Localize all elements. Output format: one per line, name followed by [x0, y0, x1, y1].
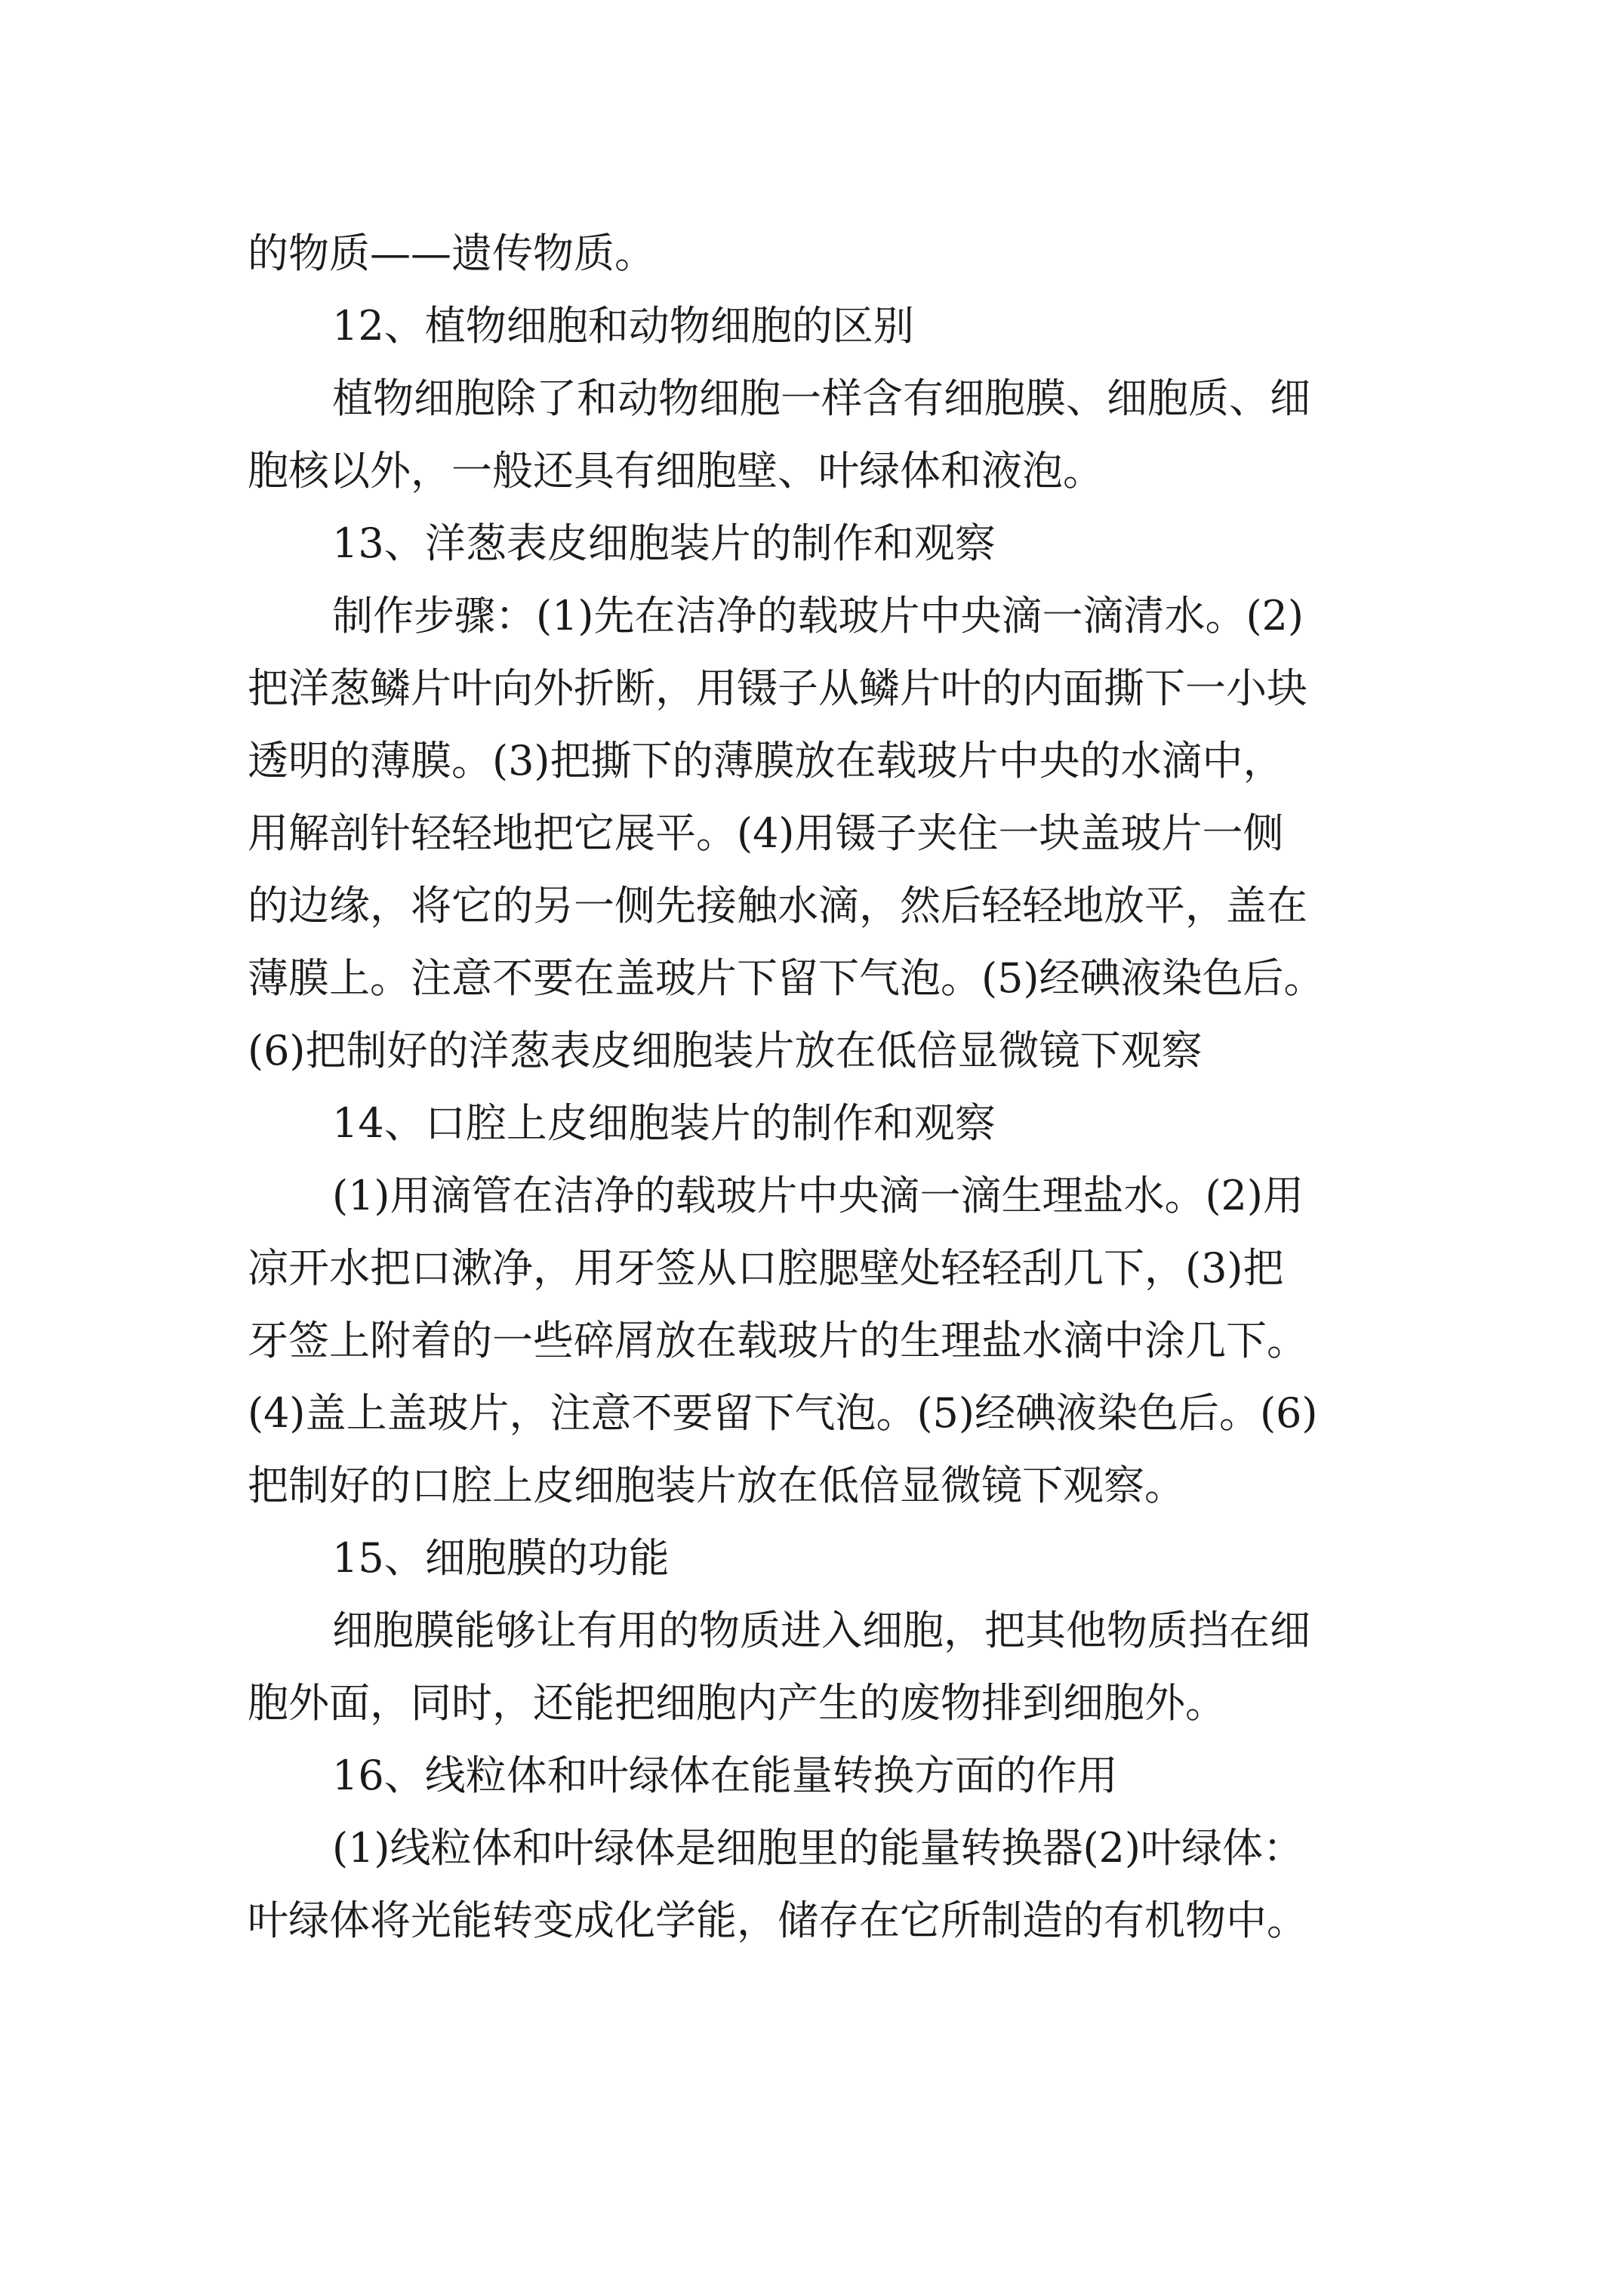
text-line: 叶绿体将光能转变成化学能，储存在它所制造的有机物中。: [248, 1897, 1307, 1944]
text-line: 薄膜上。注意不要在盖玻片下留下气泡。(5)经碘液染色后。: [248, 954, 1325, 1002]
text-line: 牙签上附着的一些碎屑放在载玻片的生理盐水滴中涂几下。: [248, 1317, 1307, 1364]
text-line: (4)盖上盖玻片，注意不要留下气泡。(5)经碘液染色后。(6): [248, 1389, 1318, 1437]
text-line: 植物细胞除了和动物细胞一样含有细胞膜、细胞质、细: [332, 374, 1310, 422]
text-line: 凉开水把口漱净，用牙签从口腔腮壁处轻轻刮几下，(3)把: [248, 1244, 1284, 1292]
section-heading-16: 16、线粒体和叶绿体在能量转换方面的作用: [332, 1752, 1118, 1799]
text-line: 把洋葱鳞片叶向外折断，用镊子从鳞片叶的内面撕下一小块: [248, 664, 1307, 712]
section-heading-13: 13、洋葱表皮细胞装片的制作和观察: [332, 519, 996, 567]
text-line: 制作步骤：(1)先在洁净的载玻片中央滴一滴清水。(2): [332, 592, 1304, 639]
text-line: 胞核以外，一般还具有细胞壁、叶绿体和液泡。: [248, 447, 1104, 495]
text-line: 把制好的口腔上皮细胞装片放在低倍显微镜下观察。: [248, 1462, 1185, 1509]
text-line: 透明的薄膜。(3)把撕下的薄膜放在载玻片中央的水滴中，: [248, 737, 1284, 784]
text-line: 细胞膜能够让有用的物质进入细胞，把其他物质挡在细: [332, 1607, 1310, 1654]
text-line: (1)线粒体和叶绿体是细胞里的能量转换器(2)叶绿体：: [332, 1824, 1304, 1872]
text-line: 胞外面，同时，还能把细胞内产生的废物排到细胞外。: [248, 1679, 1226, 1727]
text-line: 用解剖针轻轻地把它展平。(4)用镊子夹住一块盖玻片一侧: [248, 809, 1284, 857]
text-line: (1)用滴管在洁净的载玻片中央滴一滴生理盐水。(2)用: [332, 1172, 1304, 1219]
text-line: 的边缘，将它的另一侧先接触水滴，然后轻轻地放平，盖在: [248, 882, 1307, 929]
text-line: (6)把制好的洋葱表皮细胞装片放在低倍显微镜下观察: [248, 1027, 1203, 1074]
document-body: [248, 217, 1410, 1957]
text-line: 的物质——遗传物质。: [248, 230, 655, 277]
section-heading-15: 15、细胞膜的功能: [332, 1534, 670, 1582]
section-heading-14: 14、口腔上皮细胞装片的制作和观察: [332, 1099, 996, 1147]
section-heading-12: 12、植物细胞和动物细胞的区别: [332, 302, 914, 350]
